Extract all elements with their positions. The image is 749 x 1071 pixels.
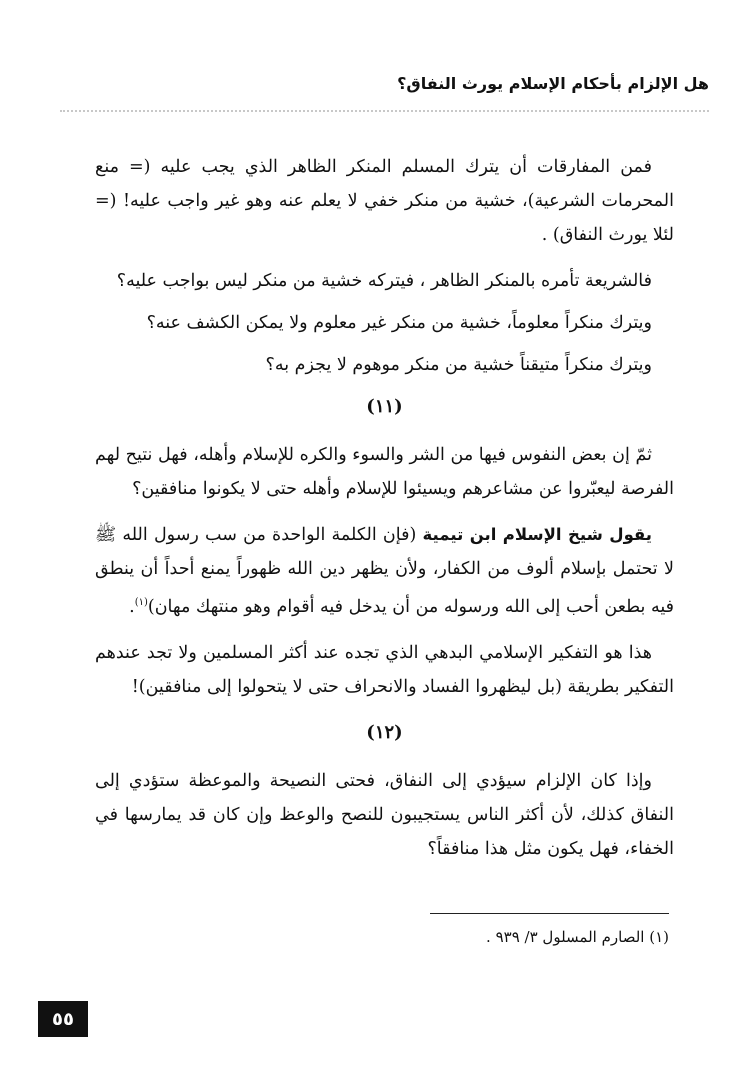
- paragraph-1: فمن المفارقات أن يترك المسلم المنكر الظاهر الذي يجب عليه (= منع المحرمات الشرعية)، خشية من منكر خفي لا يعلم عنه وهو غير واجب عليه! (= لئلا يورث النفاق) .: [95, 157, 674, 245]
- footnote: (١) الصارم المسلول ٣/ ٩٣٩ .: [486, 928, 669, 946]
- quote-text: (فإن الكلمة الواحدة من سب رسول الله ﷺ لا تحتمل بإسلام ألوف من الكفار، ولأن يظهر دين الله ظهوراً يمنع أحداً أن ينطق فيه بطعن أحب إلى الله ورسوله من أن يدخل فيه أقوام وهو منتهك مهان): [95, 525, 674, 617]
- question-3: ويترك منكراً متيقناً خشية من منكر موهوم لا يجزم به؟: [265, 355, 652, 375]
- paragraph-2: ثمّ إن بعض النفوس فيها من الشر والسوء والكره للإسلام وأهله، فهل نتيح لهم الفرصة ليعبّروا عن مشاعرهم ويسيئوا للإسلام وأهله حتى لا يكونوا منافقين؟: [95, 445, 674, 499]
- footnote-divider: [430, 913, 669, 914]
- page-number: ٥٥: [38, 1001, 88, 1037]
- header-divider: [60, 110, 709, 112]
- quote-attribution: يقول شيخ الإسلام ابن تيمية: [422, 525, 652, 544]
- paragraph-5: وإذا كان الإلزام سيؤدي إلى النفاق، فحتى النصيحة والموعظة ستؤدي إلى النفاق كذلك، لأن أكثر الناس يستجيبون للنصح والوعظ وإن كان قد يمارسها في الخفاء، فهل يكون مثل هذا منافقاً؟: [95, 770, 674, 859]
- paragraph-4: هذا هو التفكير الإسلامي البدهي الذي تجده عند أكثر المسلمين ولا تجد عندهم التفكير بطريقة (بل ليظهروا الفساد والانحراف حتى لا يتحولوا إلى منافقين)!: [95, 642, 674, 697]
- quote-end: .: [129, 596, 135, 617]
- question-1: فالشريعة تأمره بالمنكر الظاهر ، فيتركه خشية من منكر ليس بواجب عليه؟: [116, 271, 652, 291]
- question-2: ويترك منكراً معلوماً، خشية من منكر غير معلوم ولا يمكن الكشف عنه؟: [146, 313, 652, 333]
- paragraph-3: [95, 518, 674, 624]
- section-number-12: (١٢): [366, 721, 403, 743]
- body-text: [95, 150, 674, 878]
- running-title: هل الإلزام بأحكام الإسلام يورث النفاق؟: [397, 74, 709, 93]
- section-number-11: (١١): [366, 396, 403, 417]
- footnote-ref: (١): [134, 597, 148, 608]
